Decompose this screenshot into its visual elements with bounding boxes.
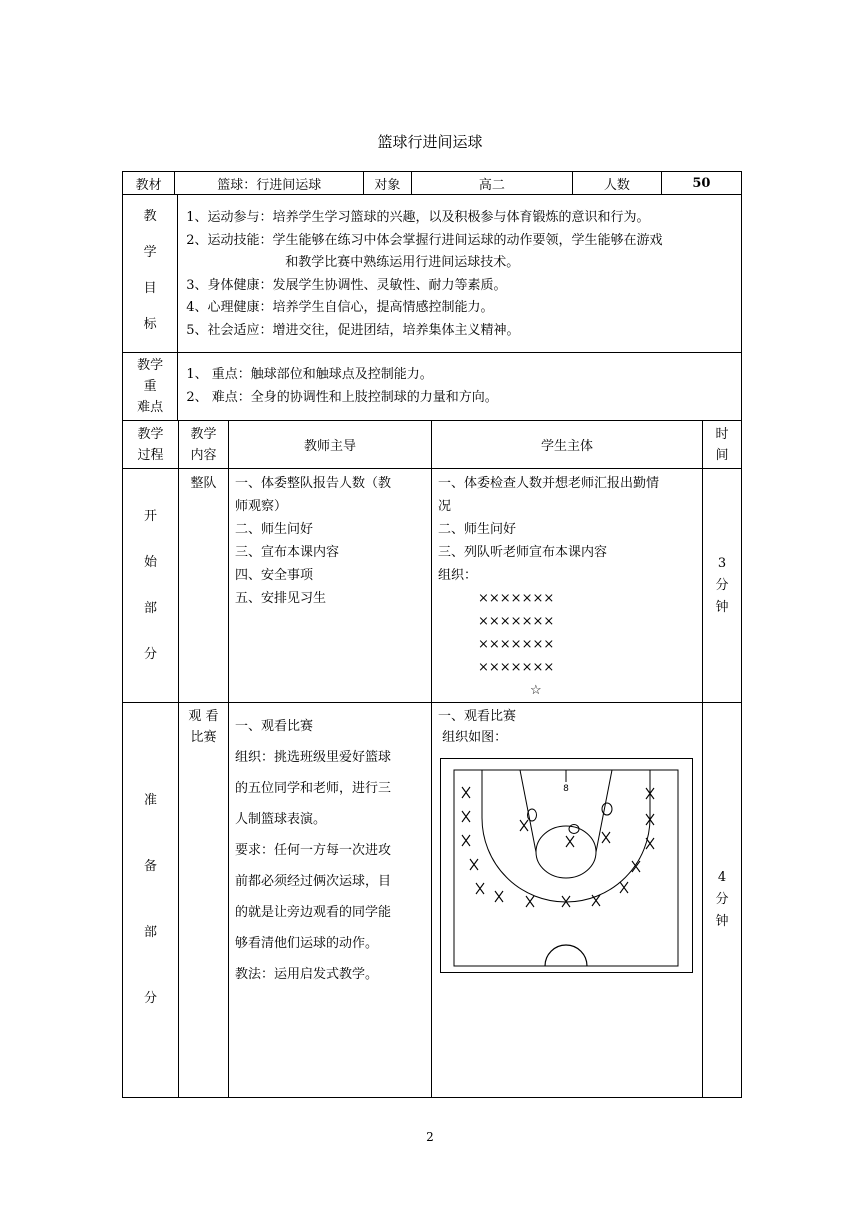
header-time xyxy=(703,421,742,469)
cross-icon xyxy=(632,861,640,872)
player-o-icon xyxy=(602,803,612,815)
objective-item: 5、社会适应：增进交往，促进团结，培养集体主义精神。 xyxy=(186,322,520,338)
cross-icon xyxy=(462,811,470,822)
label-char: 目 xyxy=(143,281,157,296)
cross-icon xyxy=(520,820,528,831)
teacher-line: 四、安全事项 xyxy=(235,568,314,583)
student-line: 三、列队听老师宣布本课内容 xyxy=(438,545,608,560)
key-line-left xyxy=(520,770,536,852)
material-value: 篮球：行进间运球 xyxy=(175,172,364,195)
process-table xyxy=(122,420,742,1098)
student-line: 二、师生问好 xyxy=(438,522,517,537)
header-line: 教学 xyxy=(137,426,164,442)
start-section-label xyxy=(123,469,179,703)
prep-student xyxy=(432,703,703,1098)
student-line: 一、体委检查人数并想老师汇报出勤情 xyxy=(438,476,660,491)
start-content: 整队 xyxy=(179,469,229,703)
start-time xyxy=(703,469,742,703)
cross-icon xyxy=(526,896,534,907)
court-number: 8 xyxy=(563,784,569,794)
start-teacher xyxy=(229,469,432,703)
objective-item: 2、运动技能：学生能够在练习中体会掌握行进间运球的动作要领，学生能够在游戏 xyxy=(186,232,663,248)
page-number: 2 xyxy=(426,1130,434,1144)
formation-row: ××××××× xyxy=(478,614,555,629)
objectives-label xyxy=(123,195,178,353)
cross-icon xyxy=(602,832,610,843)
formation-row: ××××××× xyxy=(478,660,555,675)
label-char: 备 xyxy=(143,859,157,874)
label-char: 教 xyxy=(143,209,157,224)
keypoint-item: 1、 重点：触球部位和触球点及控制能力。 xyxy=(186,367,433,382)
label-char: 学 xyxy=(143,245,157,260)
content-line: 观 看 xyxy=(188,709,219,724)
label-char: 部 xyxy=(143,925,157,940)
teacher-line: 人制篮球表演。 xyxy=(235,812,327,827)
center-circle xyxy=(545,945,587,966)
keypoints-table xyxy=(122,352,742,421)
cross-icon xyxy=(566,836,574,847)
header-content xyxy=(179,421,229,469)
cross-icon xyxy=(470,859,478,870)
label-char: 始 xyxy=(143,554,157,570)
prep-teacher xyxy=(229,703,432,1098)
teacher-line: 一、观看比赛 xyxy=(235,719,314,734)
label-char: 分 xyxy=(143,991,157,1006)
header-line: 时 xyxy=(715,426,729,442)
player-o-icon xyxy=(569,825,579,834)
label-line: 教学 xyxy=(137,358,164,373)
student-line: 一、观看比赛 xyxy=(438,709,517,724)
prep-time xyxy=(703,703,742,1098)
time-line: 钟 xyxy=(715,914,729,929)
teacher-line: 要求：任何一方每一次进攻 xyxy=(235,843,392,858)
teacher-line: 五、安排见习生 xyxy=(235,591,327,606)
target-label: 对象 xyxy=(364,172,412,195)
label-char: 部 xyxy=(143,600,157,616)
time-line: 4 xyxy=(717,870,727,885)
count-label: 人数 xyxy=(572,172,661,195)
cross-icon xyxy=(462,787,470,798)
header-line: 过程 xyxy=(137,447,164,463)
header-student: 学生主体 xyxy=(432,421,703,469)
header-line: 间 xyxy=(715,447,729,463)
keypoints-label xyxy=(123,353,178,421)
teacher-line: 三、宣布本课内容 xyxy=(235,545,340,560)
teacher-line: 够看清他们运球的动作。 xyxy=(235,936,379,951)
cross-icon xyxy=(495,891,503,902)
student-line: 况 xyxy=(438,499,452,514)
court-diagram xyxy=(440,758,694,976)
court-boundary xyxy=(454,770,678,966)
header-line: 内容 xyxy=(190,447,217,463)
target-value: 高二 xyxy=(411,172,572,195)
label-char: 分 xyxy=(143,646,157,662)
prep-content xyxy=(179,703,229,1098)
free-throw-arc-lower xyxy=(536,852,596,878)
prep-section-label xyxy=(123,703,179,1098)
teacher-line: 教法：运用启发式教学。 xyxy=(235,967,379,982)
objective-item: 和教学比赛中熟练运用行进间运球技术。 xyxy=(285,255,520,270)
header-process xyxy=(123,421,179,469)
cross-icon xyxy=(646,838,654,849)
document-title: 篮球行进间运球 xyxy=(377,133,483,151)
keypoint-item: 2、 难点：全身的协调性和上肢控制球的力量和方向。 xyxy=(186,389,498,405)
teacher-line: 的五位同学和老师，进行三 xyxy=(235,781,392,796)
time-line: 钟 xyxy=(715,599,729,615)
label-char: 开 xyxy=(143,508,157,524)
time-line: 分 xyxy=(715,892,729,907)
header-teacher: 教师主导 xyxy=(229,421,432,469)
formation-row: ××××××× xyxy=(478,591,555,606)
cross-icon xyxy=(462,835,470,846)
content-line: 比赛 xyxy=(190,730,217,745)
time-line: 3 xyxy=(717,555,727,571)
teacher-line: 二、师生问好 xyxy=(235,522,314,537)
label-line: 重 xyxy=(143,379,157,394)
formation-row: ××××××× xyxy=(478,637,555,652)
teacher-star-icon: ☆ xyxy=(530,683,542,698)
cross-icon xyxy=(476,883,484,894)
label-char: 准 xyxy=(143,793,157,808)
student-line: 组织： xyxy=(438,568,478,583)
cross-icon xyxy=(620,882,628,893)
time-line: 分 xyxy=(715,577,729,593)
start-student xyxy=(432,469,703,703)
keypoints-content xyxy=(178,353,742,421)
crosses xyxy=(462,787,654,907)
info-table xyxy=(122,171,742,195)
teacher-line: 一、体委整队报告人数（教 xyxy=(235,476,392,491)
teacher-line: 前都必须经过俩次运球，目 xyxy=(235,874,392,889)
objective-item: 3、身体健康：发展学生协调性、灵敏性、耐力等素质。 xyxy=(186,277,507,293)
label-char: 标 xyxy=(143,317,157,332)
objectives-content xyxy=(178,195,742,353)
teacher-line: 师观察） xyxy=(235,499,288,514)
material-label: 教材 xyxy=(123,172,175,195)
objective-item: 4、心理健康：培养学生自信心，提高情感控制能力。 xyxy=(186,300,494,315)
free-throw-arc xyxy=(536,826,596,852)
label-line: 难点 xyxy=(137,400,164,415)
objectives-table xyxy=(122,194,742,353)
student-line: 组织如图： xyxy=(438,730,508,745)
formation xyxy=(438,587,702,679)
header-line: 教学 xyxy=(190,426,217,442)
objective-item: 1、运动参与：培养学生学习篮球的兴趣，以及积极参与体育锻炼的意识和行为。 xyxy=(186,210,650,225)
teacher-line: 的就是让旁边观看的同学能 xyxy=(235,905,392,920)
teacher-line: 组织：挑选班级里爱好篮球 xyxy=(235,750,392,765)
count-value: 50 xyxy=(661,172,741,195)
